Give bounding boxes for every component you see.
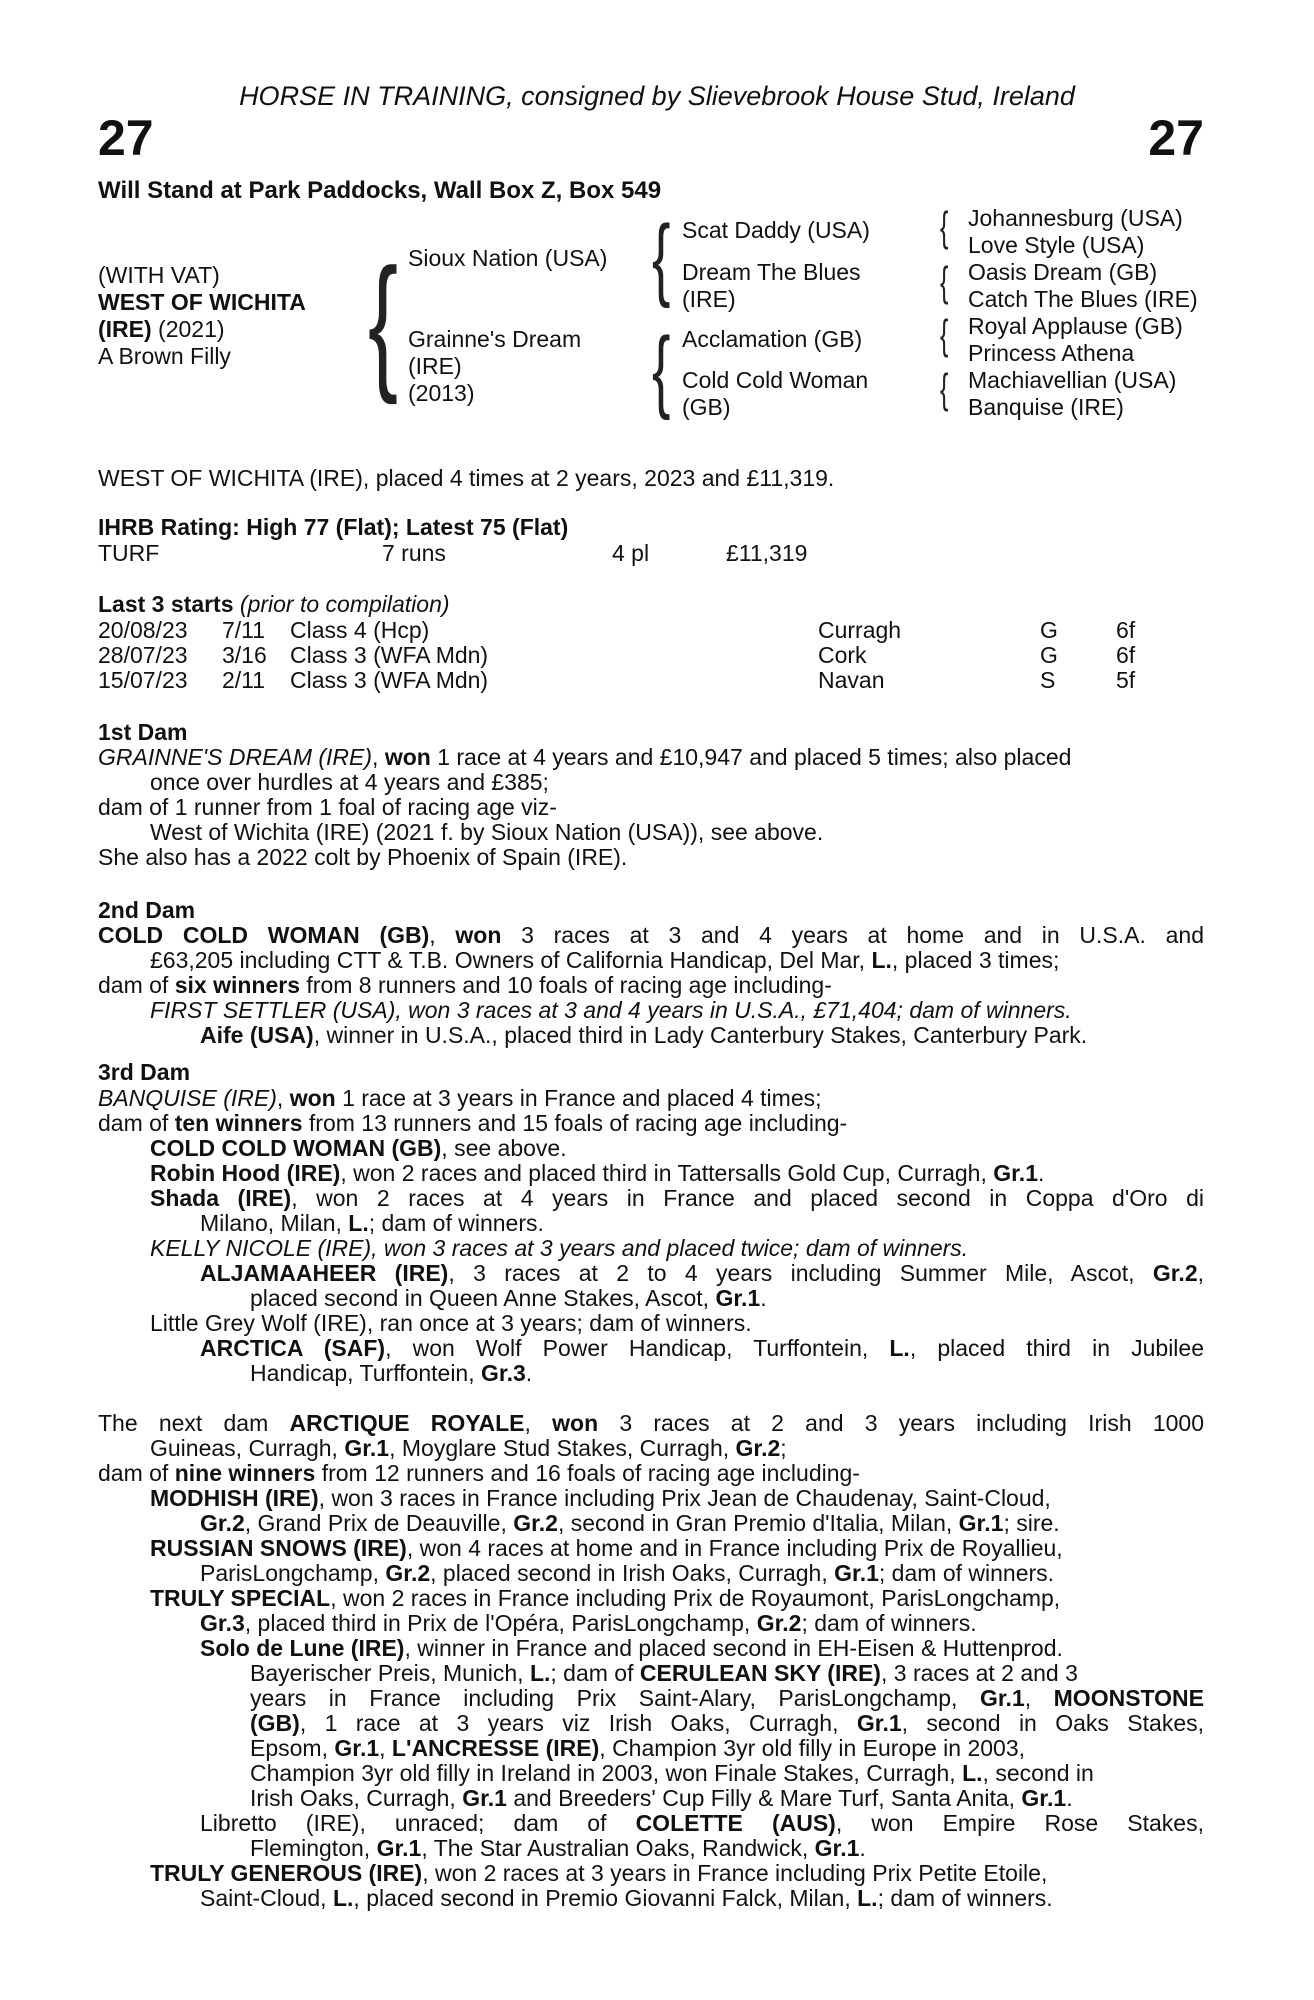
next-dam-line: TRULY GENEROUS (IRE), won 2 races at 3 years in France including Prix Petite Etoile, [150, 1860, 1048, 1886]
dam3-line: dam of ten winners from 13 runners and 15 foals of racing age including- [98, 1110, 848, 1136]
next-dam-line: dam of nine winners from 12 runners and 16 foals of racing age including- [98, 1460, 860, 1486]
pedigree-sire: Sioux Nation (USA) [408, 245, 608, 271]
dam2-line: FIRST SETTLER (USA), won 3 races at 3 and 4 years in U.S.A., £71,404; dam of winners. [150, 997, 1072, 1023]
next-dam-line: Libretto (IRE), unraced; dam of COLETTE (AUS), won Empire Rose Stakes, [200, 1810, 1204, 1836]
dam3-line: Handicap, Turffontein, Gr.3. [250, 1360, 533, 1386]
pedigree-sire-dam: Dream The Blues (IRE) [682, 259, 861, 312]
last-starts-title: Last 3 starts (prior to compilation) [98, 591, 450, 617]
next-dam-line: TRULY SPECIAL, won 2 races in France including Prix de Royaumont, ParisLongchamp, [150, 1585, 1061, 1611]
next-dam-line: MODHISH (IRE), won 3 races in France including Prix Jean de Chaudenay, Saint-Cloud, [150, 1485, 1051, 1511]
dam3-line: Shada (IRE), won 2 races at 4 years in France and placed second in Coppa d'Oro di [150, 1185, 1204, 1211]
dam2-line: £63,205 including CTT & T.B. Owners of California Handicap, Del Mar, L., placed 3 times; [150, 947, 1060, 973]
dam3-line: Robin Hood (IRE), won 2 races and placed third in Tattersalls Gold Cup, Curragh, Gr.1. [150, 1160, 1045, 1186]
dam3-line: ARCTICA (SAF), won Wolf Power Handicap, Turffontein, L., placed third in Jubilee [200, 1335, 1204, 1361]
dam1-line: dam of 1 runner from 1 foal of racing age viz- [98, 794, 557, 820]
dam1-heading: 1st Dam [98, 719, 188, 745]
pedigree-brace-sire: { [652, 207, 671, 309]
dam1-line: GRAINNE'S DREAM (IRE), won 1 race at 4 years and £10,947 and placed 5 times; also placed [98, 744, 1072, 770]
catalogue-header: HORSE IN TRAINING, consigned by Slievebrook House Stud, Ireland [239, 81, 1075, 111]
dam1-line: West of Wichita (IRE) (2021 f. by Sioux Nation (USA)), see above. [150, 819, 824, 845]
g3-item: Love Style (USA) [968, 232, 1145, 258]
next-dam-line: Flemington, Gr.1, The Star Australian Oaks, Randwick, Gr.1. [250, 1835, 866, 1861]
rating-earnings: £11,319 [726, 540, 808, 566]
dam2-line: COLD COLD WOMAN (GB), won 3 races at 3 and 4 years at home and in U.S.A. and [98, 922, 1204, 948]
next-dam-line: Champion 3yr old filly in Ireland in 2003, won Finale Stakes, Curragh, L., second in [250, 1760, 1094, 1786]
dam3-line: BANQUISE (IRE), won 1 race at 3 years in France and placed 4 times; [98, 1085, 822, 1111]
dam1-line: once over hurdles at 4 years and £385; [150, 769, 549, 795]
brace-g3-4: { [940, 365, 949, 412]
next-dam-line: Solo de Lune (IRE), winner in France and placed second in EH-Eisen & Huttenprod. [200, 1635, 1063, 1661]
rating-title: IHRB Rating: High 77 (Flat); Latest 75 (Flat) [98, 514, 569, 540]
dam3-line: COLD COLD WOMAN (GB), see above. [150, 1135, 567, 1161]
g3-item: Machiavellian (USA) [968, 367, 1177, 393]
rating-surface: TURF [98, 540, 160, 566]
next-dam-line: (GB), 1 race at 3 years viz Irish Oaks, Curragh, Gr.1, second in Oaks Stakes, [250, 1710, 1204, 1736]
next-dam-line: ParisLongchamp, Gr.2, placed second in Irish Oaks, Curragh, Gr.1; dam of winners. [200, 1560, 1055, 1586]
g3-item: Catch The Blues (IRE) [968, 286, 1198, 312]
lot-number-left: 27 [98, 110, 154, 166]
brace-g3-1: { [940, 203, 949, 250]
dam1-line: She also has a 2022 colt by Phoenix of Spain (IRE). [98, 844, 628, 870]
next-dam-line: Bayerischer Preis, Munich, L.; dam of CERULEAN SKY (IRE), 3 races at 2 and 3 [250, 1660, 1078, 1686]
horse-description: A Brown Filly [98, 343, 231, 369]
pedigree-dam-sire: Acclamation (GB) [682, 326, 863, 352]
next-dam-line: Epsom, Gr.1, L'ANCRESSE (IRE), Champion 3yr old filly in Europe in 2003, [250, 1735, 1026, 1761]
lot-number-right: 27 [1148, 110, 1204, 166]
next-dam-line: Irish Oaks, Curragh, Gr.1 and Breeders' Cup Filly & Mare Turf, Santa Anita, Gr.1. [250, 1785, 1073, 1811]
g3-item: Princess Athena [968, 340, 1135, 366]
next-dam-line: Gr.2, Grand Prix de Deauville, Gr.2, second in Gran Premio d'Italia, Milan, Gr.1; sire. [200, 1510, 1060, 1536]
g3-item: Oasis Dream (GB) [968, 259, 1158, 285]
pedigree-third-generation [968, 205, 1198, 421]
rating-runs: 7 runs [382, 540, 446, 566]
brace-g3-2: { [940, 258, 949, 305]
dam2-line: dam of six winners from 8 runners and 10 foals of racing age including- [98, 972, 832, 998]
pedigree-brace-dam: { [652, 319, 671, 421]
dam3-line: Little Grey Wolf (IRE), ran once at 3 years; dam of winners. [150, 1310, 752, 1336]
g3-item: Johannesburg (USA) [968, 205, 1183, 231]
rating-placed: 4 pl [612, 540, 650, 566]
next-dam-line: RUSSIAN SNOWS (IRE), won 4 races at home and in France including Prix de Royallieu, [150, 1535, 1063, 1561]
horse-identity [98, 262, 306, 370]
horse-origin-year: (IRE) (2021) [98, 316, 225, 342]
next-dam-line: Saint-Cloud, L., placed second in Premio Giovanni Falck, Milan, L.; dam of winners. [200, 1885, 1053, 1911]
g3-item: Royal Applause (GB) [968, 313, 1183, 339]
pedigree-dam-dam: Cold Cold Woman (GB) [682, 367, 869, 420]
pedigree-sire-sire: Scat Daddy (USA) [682, 217, 870, 243]
next-dam-line: Guineas, Curragh, Gr.1, Moyglare Stud Stakes, Curragh, Gr.2; [150, 1435, 787, 1461]
dam3-line: KELLY NICOLE (IRE), won 3 races at 3 years and placed twice; dam of winners. [150, 1235, 969, 1261]
next-dam-line: Gr.3, placed third in Prix de l'Opéra, ParisLongchamp, Gr.2; dam of winners. [200, 1610, 977, 1636]
dam3-line: placed second in Queen Anne Stakes, Ascot, Gr.1. [250, 1285, 767, 1311]
dam3-line: ALJAMAAHEER (IRE), 3 races at 2 to 4 years including Summer Mile, Ascot, Gr.2, [200, 1260, 1205, 1286]
pedigree-dam: Grainne's Dream (IRE) (2013) [408, 326, 582, 406]
g3-item: Banquise (IRE) [968, 394, 1124, 420]
dam2-heading: 2nd Dam [98, 897, 196, 923]
dam3-heading: 3rd Dam [98, 1059, 191, 1085]
race-summary: WEST OF WICHITA (IRE), placed 4 times at 2 years, 2023 and £11,319. [98, 465, 835, 491]
horse-name: WEST OF WICHITA [98, 289, 306, 315]
stand-location: Will Stand at Park Paddocks, Wall Box Z, Box 549 [98, 177, 662, 204]
pedigree-brace-main: { [368, 237, 399, 405]
brace-g3-3: { [940, 311, 949, 358]
next-dam-line: The next dam ARCTIQUE ROYALE, won 3 races at 2 and 3 years including Irish 1000 [98, 1410, 1204, 1436]
dam3-line: Milano, Milan, L.; dam of winners. [200, 1210, 544, 1236]
dam2-line: Aife (USA), winner in U.S.A., placed third in Lady Canterbury Stakes, Canterbury Park. [200, 1022, 1088, 1048]
vat-note: (WITH VAT) [98, 262, 220, 288]
next-dam-line: years in France including Prix Saint-Alary, ParisLongchamp, Gr.1, MOONSTONE [250, 1685, 1205, 1711]
